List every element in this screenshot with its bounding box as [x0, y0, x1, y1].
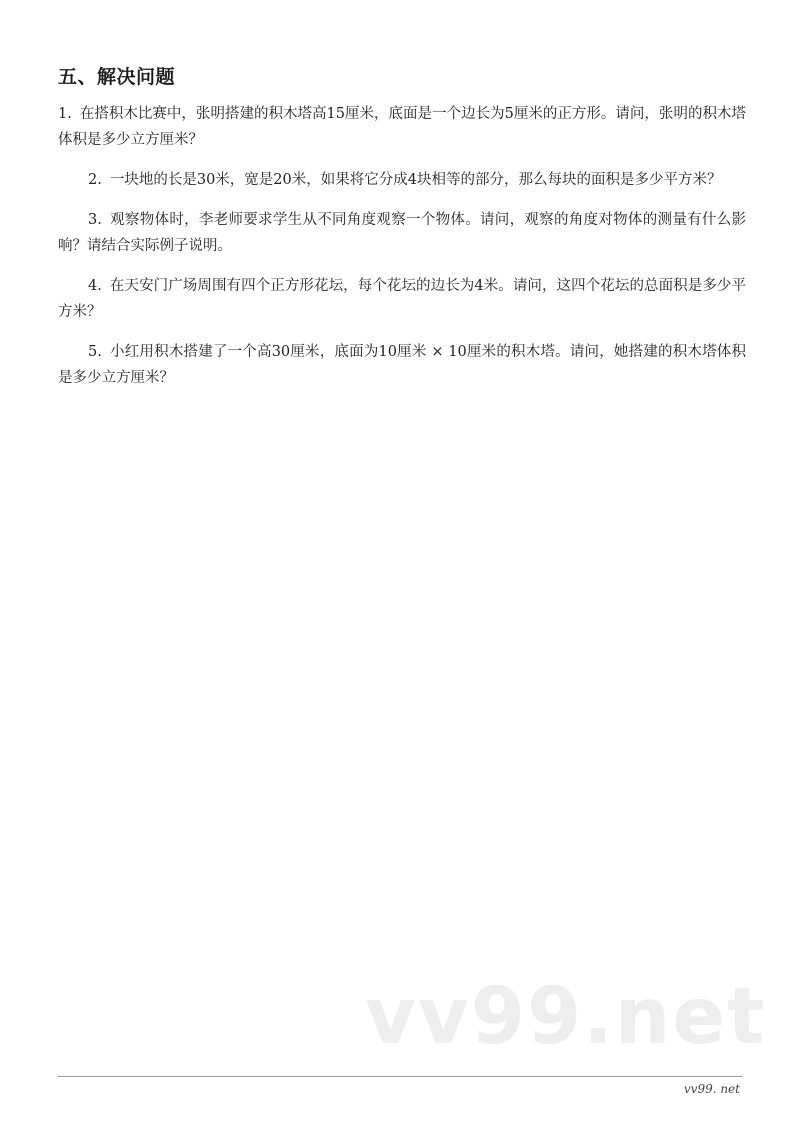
- question-list: [58, 101, 746, 405]
- question-item: [58, 167, 746, 193]
- question-number: 4.: [88, 278, 102, 294]
- question-item: [58, 273, 746, 325]
- question-number: 2.: [88, 172, 102, 188]
- question-item: [58, 101, 746, 153]
- footer-divider: [58, 1076, 742, 1077]
- watermark: vv99.net: [365, 972, 767, 1062]
- question-item: [58, 339, 746, 391]
- section-title: 五、解决问题: [58, 66, 176, 88]
- question-text: 一块地的长是30米，宽是20米，如果将它分成4块相等的部分，那么每块的面积是多少平方米？: [109, 172, 722, 188]
- question-text: 小红用积木搭建了一个高30厘米，底面为10厘米 × 10厘米的积木塔。请问，她搭建的积木塔体积是多少立方厘米？: [58, 344, 746, 386]
- question-text: 在搭积木比赛中，张明搭建的积木塔高15厘米，底面是一个边长为5厘米的正方形。请问，张明的积木塔体积是多少立方厘米？: [58, 106, 746, 148]
- footer-site-label: vv99. net: [683, 1082, 740, 1096]
- question-number: 1.: [58, 106, 72, 122]
- question-number: 5.: [88, 344, 102, 360]
- question-item: [58, 207, 746, 259]
- question-text: 观察物体时，李老师要求学生从不同角度观察一个物体。请问，观察的角度对物体的测量有什么影响？请结合实际例子说明。: [58, 212, 746, 254]
- question-text: 在天安门广场周围有四个正方形花坛，每个花坛的边长为4米。请问，这四个花坛的总面积是多少平方米？: [58, 278, 746, 320]
- question-number: 3.: [88, 212, 102, 228]
